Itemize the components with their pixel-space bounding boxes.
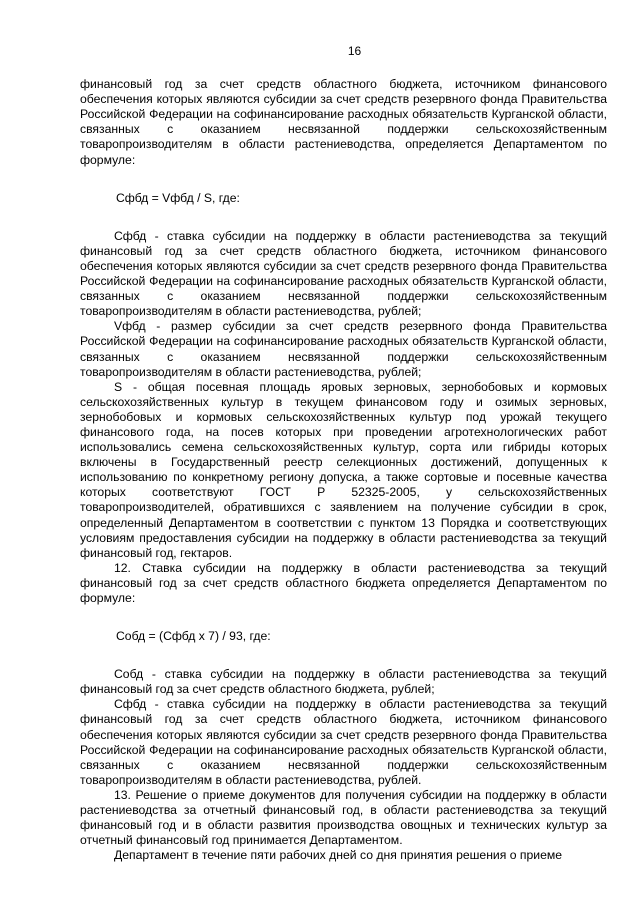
formula-sfbd: Сфбд = Vфбд / S, где: — [116, 190, 240, 205]
definition-sobd: Собд - ставка субсидии на поддержку в области растениеводства за текущий финансовый год за счет средств областного бюджета, рублей; — [80, 667, 607, 697]
definition-sfbd: Сфбд - ставка субсидии на поддержку в области растениеводства за текущий финансовый год за счет средств областного бюджета, источником финансового обеспечения которых являются субсидии за счет средств резервного фонда Правительства Российской Федерации на софинансирование расходных обязательств Курганской области, связанных с оказанием несвязанной поддержки сельскохозяйственным товаропроизводителям в области растениеводства, рублей; — [80, 228, 607, 319]
definition-s: S - общая посевная площадь яровых зерновых, зернобобовых и кормовых сельскохозяйственных культур в текущем финансовом году и озимых зерновых, зернобобовых и кормовых сельскохозяйственных культур под урожай текущего финансового года, на посев которых при проведении агротехнологических работ использовались семена сельскохозяйственных культур, сорта или гибриды которых включены в Государственный реестр селекционных достижений, допущенных к использованию по конкретному региону допуска, а также сортовые и посевные качества которых соответствуют ГОСТ Р 52325-2005, у сельскохозяйственных товаропроизводителей, обратившихся с заявлением на получение субсидии в срок, определенный Департаментом в соответствии с пунктом 13 Порядка и соответствующих условиям предоставления субсидии на поддержку в области растениеводства за текущий финансовый год, гектаров. — [80, 379, 607, 560]
clause-12: 12. Ставка субсидии на поддержку в области растениеводства за текущий финансовый год за счет средств областного бюджета определяется Департаментом по формуле: — [80, 560, 607, 605]
paragraph-department: Департамент в течение пяти рабочих дней со дня принятия решения о приеме — [114, 848, 563, 863]
paragraph-continuation: финансовый год за счет средств областного бюджета, источником финансового обеспечения которых являются субсидии за счет средств резервного фонда Правительства Российской Федерации на софинансирование расходных обязательств Курганской области, связанных с оказанием несвязанной поддержки сельскохозяйственным товаропроизводителям в области растениеводства, определяется Департаментом по формуле: — [80, 77, 607, 167]
page-number: 16 — [347, 44, 362, 58]
definition-sfbd-2: Сфбд - ставка субсидии на поддержку в области растениеводства за текущий финансовый год за счет средств областного бюджета, источником финансового обеспечения которых являются субсидии за счет средств резервного фонда Правительства Российской Федерации на софинансирование расходных обязательств Курганской области, связанных с оказанием несвязанной поддержки сельскохозяйственным товаропроизводителям в области растениеводства, рублей. — [80, 697, 607, 787]
definition-vfbd: Vфбд - размер субсидии за счет средств резервного фонда Правительства Российской Федерации на софинансирование расходных обязательств Курганской области, связанных с оказанием несвязанной поддержки сельскохозяйственным товаропроизводителям в области растениеводства, рублей; — [80, 319, 607, 379]
formula-sobd: Собд = (Сфбд x 7) / 93, где: — [116, 629, 271, 644]
clause-13: 13. Решение о приеме документов для получения субсидии на поддержку в области растениеводства за отчетный финансовый год, в области растениеводства за текущий финансовый год и в области развития производства овощных и технических культур за отчетный финансовый год принимается Департаментом. — [80, 787, 607, 848]
